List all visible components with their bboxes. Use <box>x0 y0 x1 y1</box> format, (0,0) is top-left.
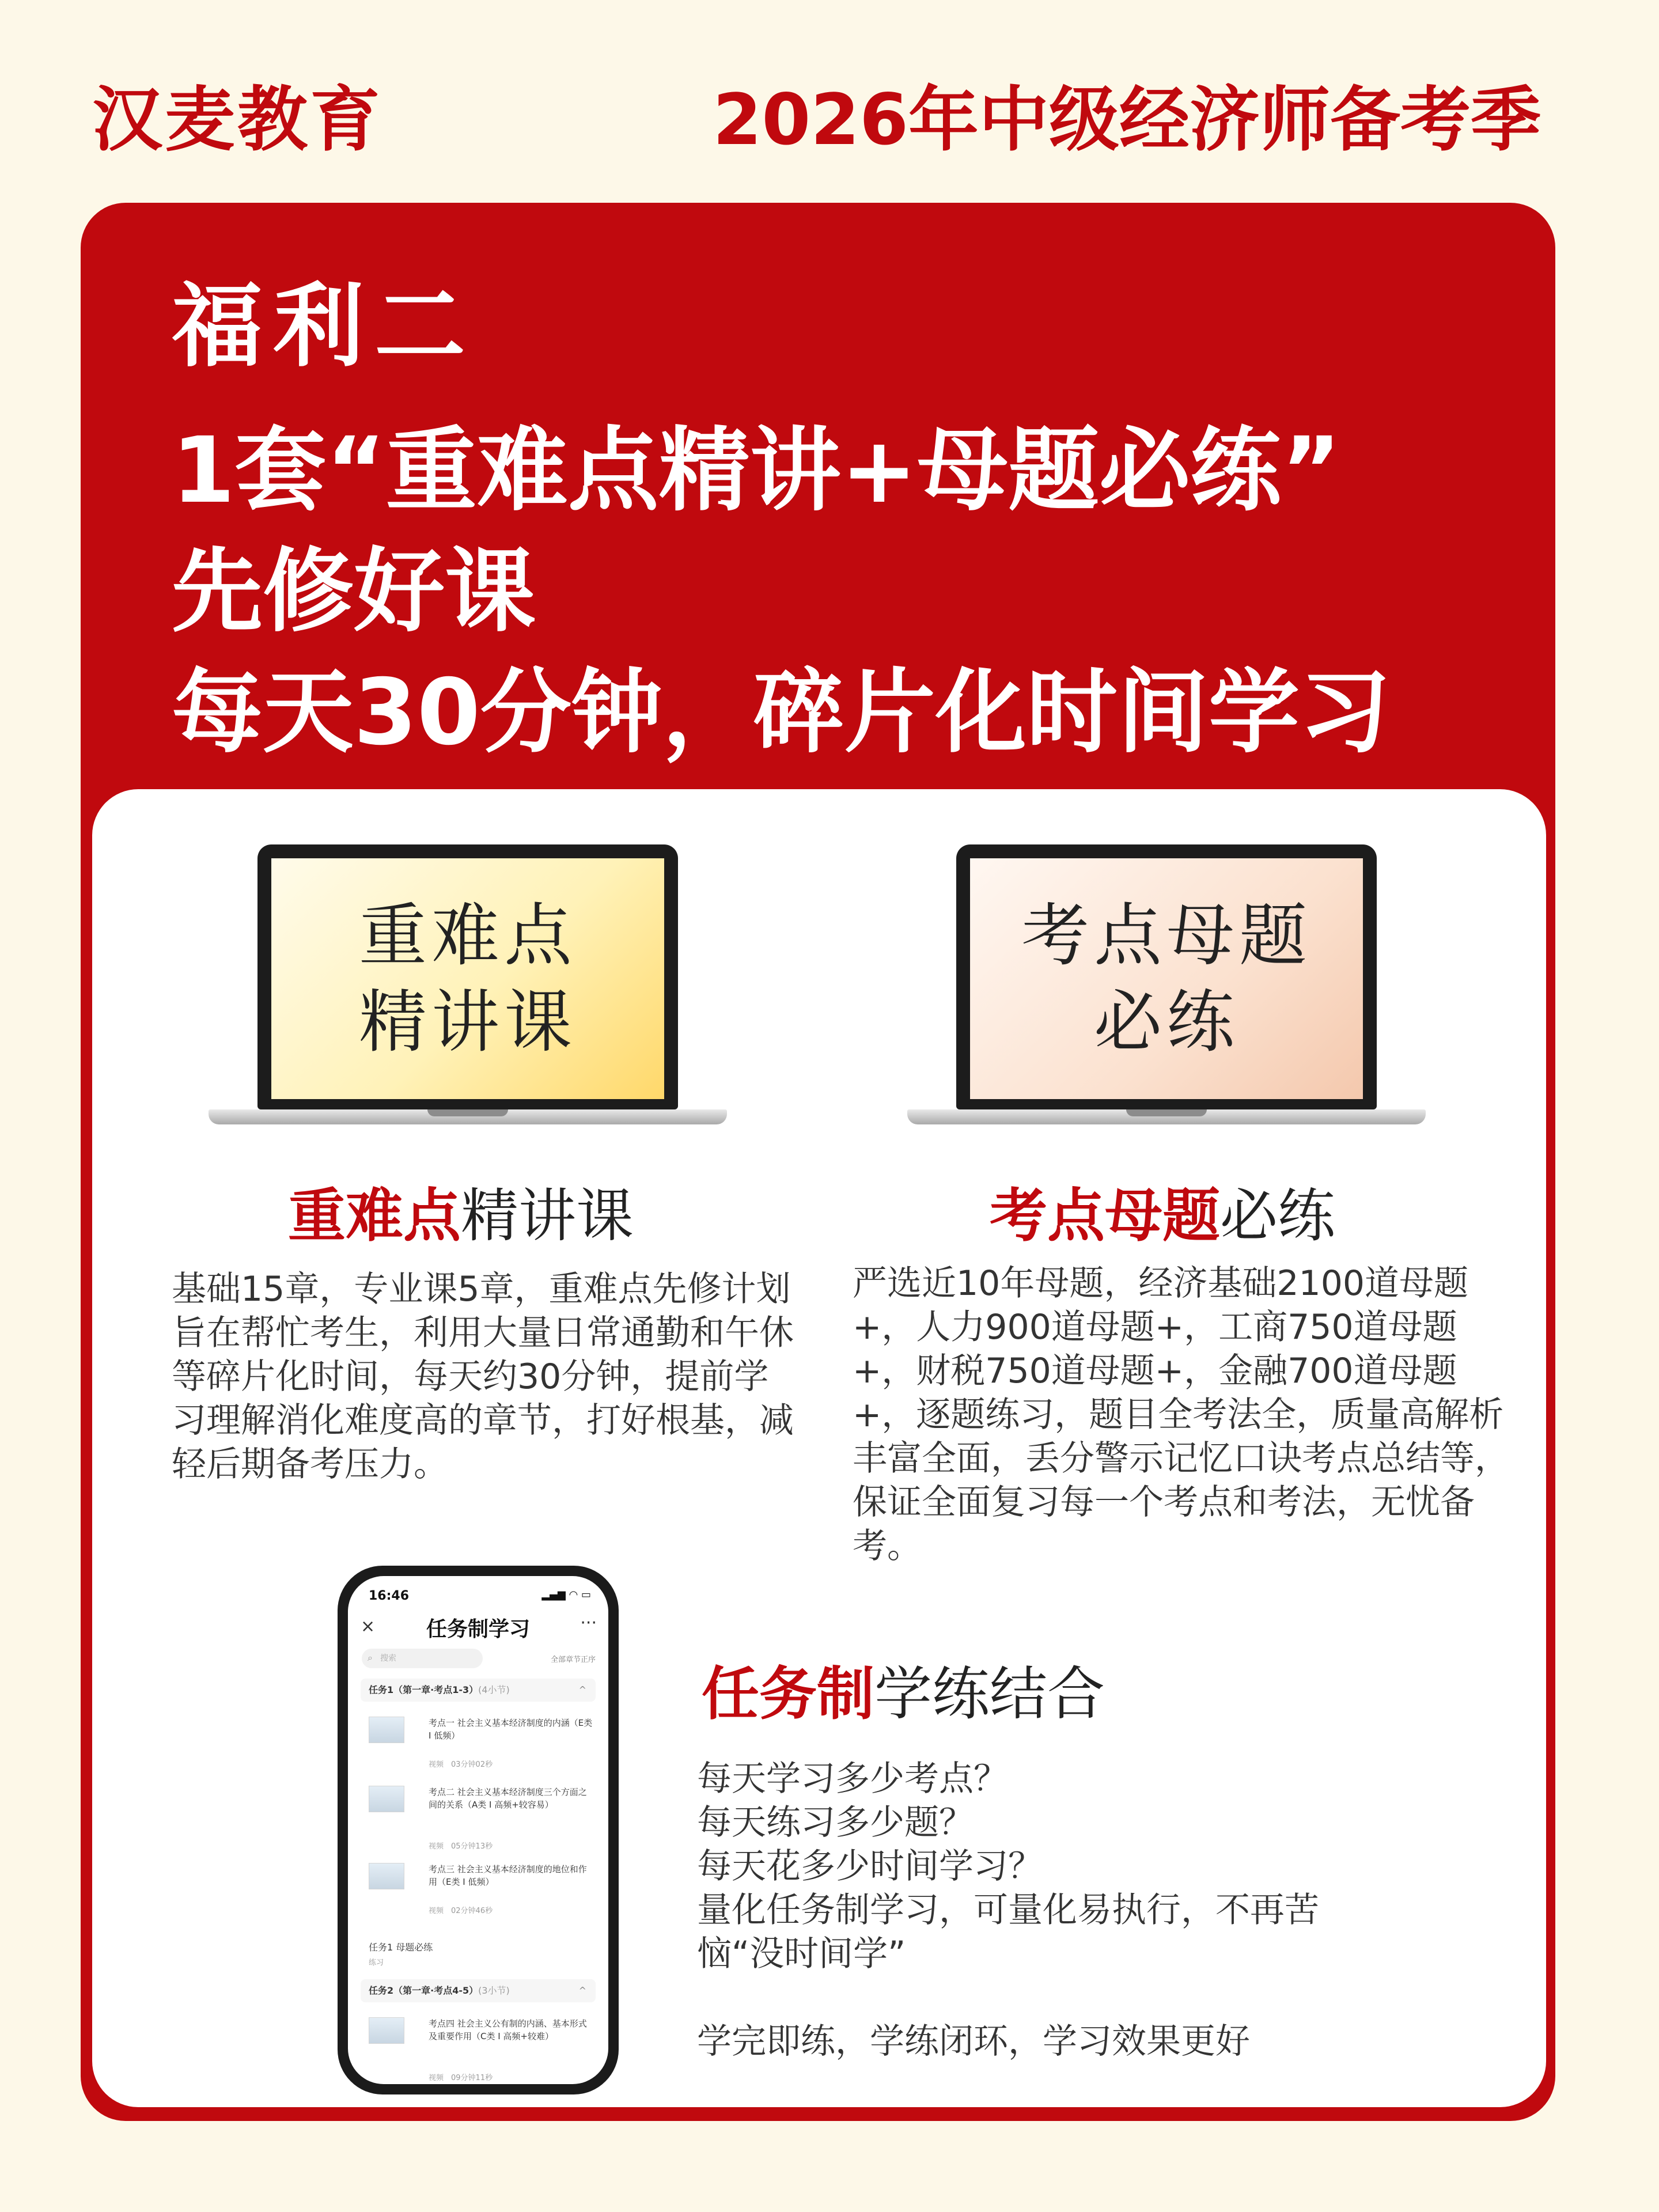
section-title-rest: 学练结合 <box>874 1660 1105 1728</box>
laptop-screen-text: 考点母题 必练 <box>1021 896 1312 1062</box>
phone-page-title: 任务制学习 <box>426 1618 530 1641</box>
sort-button[interactable]: 全部章节正序 <box>550 1656 596 1664</box>
status-icons: ▂▄▆ ◠ ▭ <box>541 1589 591 1601</box>
laptop-screen <box>271 858 664 1099</box>
lesson-meta: 视频 05分钟13秒 <box>429 1842 493 1851</box>
lesson-meta: 视频 03分钟02秒 <box>429 1760 493 1769</box>
lesson-item[interactable] <box>369 2017 593 2081</box>
more-icon[interactable]: ··· <box>580 1613 597 1633</box>
lesson-title: 考点三 社会主义基本经济制度的地位和作用（E类 I 低频） <box>429 1864 587 1887</box>
lesson-item[interactable] <box>369 1717 593 1780</box>
practice-item-label[interactable]: 任务1 母题必练 <box>369 1942 433 1953</box>
section-title-highlight: 考点母题 <box>990 1182 1220 1249</box>
benefit-title: 福利二 <box>172 274 476 380</box>
lesson-title: 考点四 社会主义公有制的内涵、基本形式及重要作用（C类 I 高频+较难） <box>429 2018 587 2041</box>
phone-screen <box>348 1576 608 2084</box>
exam-season-title: 2026年中级经济师备考季 <box>713 79 1541 161</box>
phone-mockup <box>338 1566 619 2094</box>
lesson-thumbnail <box>369 1863 404 1889</box>
chevron-up-icon: ^ <box>578 1684 586 1695</box>
task-label: 任务2（第一章·考点4-5） <box>369 1985 479 1996</box>
section-title-question-practice <box>990 1169 1335 1252</box>
lesson-title: 考点一 社会主义基本经济制度的内涵（E类 I 低频） <box>429 1718 593 1741</box>
lesson-thumbnail <box>369 1717 404 1743</box>
section-title-highlight: 重难点 <box>288 1182 461 1249</box>
laptop-lid <box>257 844 678 1109</box>
lesson-meta: 视频 09分钟11秒 <box>429 2074 493 2082</box>
chevron-up-icon: ^ <box>578 1985 586 1996</box>
search-icon: ⌕ <box>368 1652 373 1663</box>
laptop-notch <box>427 1109 508 1116</box>
task-header[interactable] <box>361 1679 596 1702</box>
laptop-screen <box>970 858 1363 1099</box>
section-body-task-learning: 每天学习多少考点？ 每天练习多少题？ 每天花多少时间学习？ 量化任务制学习，可量化易执行，不再苦恼“没时间学” 学完即练，学练闭环，学习效果更好 <box>697 1759 1319 2062</box>
task-header[interactable] <box>361 1979 596 2002</box>
practice-item-type: 练习 <box>369 1959 384 1967</box>
lesson-title: 考点二 社会主义基本经济制度三个方面之间的关系（A类 I 高频+较容易） <box>429 1787 587 1810</box>
headline-course-set: 1套“重难点精讲+母题必练” <box>172 418 1342 524</box>
section-body-question-practice: 严选近10年母题，经济基础2100道母题+，人力900道母题+，工商750道母题+，财税750道母题+，金融700道母题+，逐题练习，题目全考法全，质量高解析丰富全面，丢分警示记忆口诀考点总结等，保证全面复习每一个考点和考法，无忧备考。 <box>853 1263 1509 1566</box>
lesson-thumbnail <box>369 2017 404 2044</box>
status-time: 16:46 <box>369 1589 410 1603</box>
section-title-rest: 精讲课 <box>461 1182 634 1249</box>
close-icon[interactable]: × <box>361 1616 376 1637</box>
laptop-lid <box>956 844 1377 1109</box>
lesson-item[interactable] <box>369 1863 593 1926</box>
section-body-key-lectures: 基础15章，专业课5章，重难点先修计划旨在帮忙考生，利用大量日常通勤和午休等碎片化时间，每天约30分钟，提前学习理解消化难度高的章节，打好根基，减轻后期备考压力。 <box>172 1269 794 1484</box>
laptop-screen-text: 重难点 精讲课 <box>358 896 577 1062</box>
lesson-meta: 视频 02分钟46秒 <box>429 1907 493 1915</box>
section-title-rest: 必练 <box>1220 1182 1335 1249</box>
laptop-notch <box>1126 1109 1207 1116</box>
section-title-highlight: 任务制 <box>702 1660 874 1728</box>
task-count: (3小节) <box>478 1985 510 1996</box>
section-title-key-lectures <box>288 1169 634 1252</box>
task-count: (4小节) <box>478 1684 510 1695</box>
laptop-illustration-key-lectures <box>209 844 727 1132</box>
lesson-thumbnail <box>369 1786 404 1812</box>
search-input[interactable]: 搜索 <box>362 1649 483 1668</box>
headline-daily-study: 每天30分钟，碎片化时间学习 <box>172 660 1391 766</box>
brand-name: 汉麦教育 <box>92 79 382 161</box>
section-title-task-learning <box>702 1647 1105 1730</box>
lesson-item[interactable] <box>369 1786 593 1855</box>
laptop-illustration-question-practice <box>907 844 1426 1132</box>
headline-pre-study: 先修好课 <box>172 539 536 645</box>
task-label: 任务1（第一章·考点1-3） <box>369 1684 479 1695</box>
